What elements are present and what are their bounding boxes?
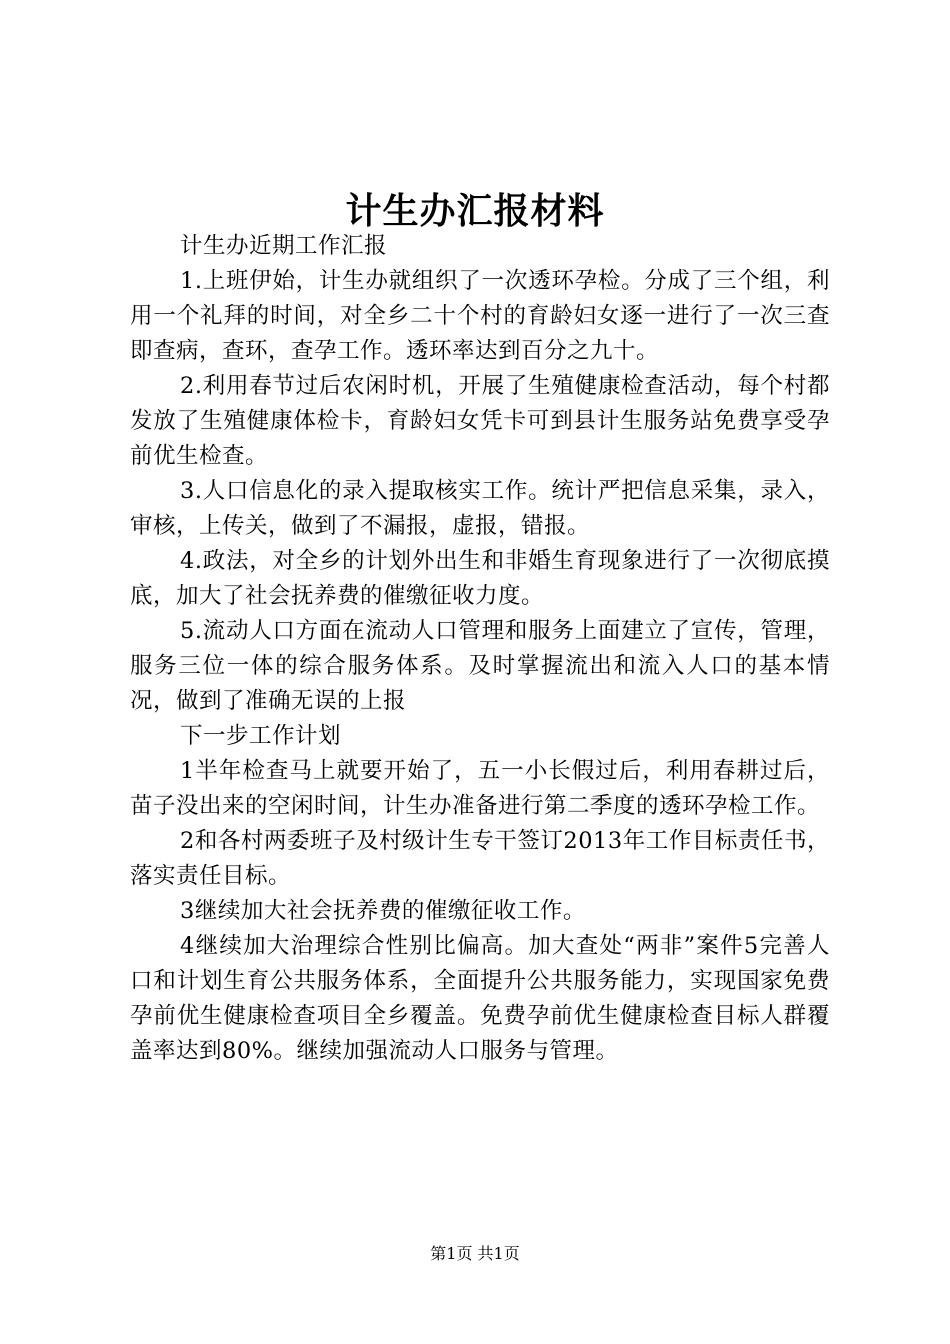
paragraph-item-4: 4.政法，对全乡的计划外出生和非婚生育现象进行了一次彻底摸底，加大了社会抚养费的催缴征收力度。	[130, 548, 830, 609]
paragraph-heading-recent-report: 计生办近期工作汇报	[180, 233, 388, 259]
paragraph-item-1: 1.上班伊始，计生办就组织了一次透环孕检。分成了三个组，利用一个礼拜的时间，对全乡二十个村的育龄妇女逐一进行了一次三查即查病，查环，查孕工作。透环率达到百分之九十。	[130, 268, 830, 364]
document-title: 计生办汇报材料	[345, 190, 605, 232]
paragraph-heading-next-plan: 下一步工作计划	[180, 723, 342, 749]
document-body	[130, 229, 830, 1069]
paragraph-plan-2: 2和各村两委班子及村级计生专干签订2013年工作目标责任书，落实责任目标。	[130, 828, 830, 889]
paragraph-plan-4: 4继续加大治理综合性别比偏高。加大查处“两非”案件5完善人口和计划生育公共服务体系，全面提升公共服务能力，实现国家免费孕前优生健康检查项目全乡覆盖。免费孕前优生健康检查目标人群覆盖率达到80%。继续加强流动人口服务与管理。	[130, 933, 830, 1064]
paragraph-plan-3: 3继续加大社会抚养费的催缴征收工作。	[180, 898, 586, 924]
paragraph-item-3: 3.人口信息化的录入提取核实工作。统计严把信息采集，录入，审核，上传关，做到了不漏报，虚报，错报。	[130, 478, 830, 539]
paragraph-item-5: 5.流动人口方面在流动人口管理和服务上面建立了宣传，管理，服务三位一体的综合服务体系。及时掌握流出和流入人口的基本情况，做到了准确无误的上报	[130, 618, 830, 714]
paragraph-plan-1: 1半年检查马上就要开始了，五一小长假过后，利用春耕过后，苗子没出来的空闲时间，计生办准备进行第二季度的透环孕检工作。	[130, 758, 830, 819]
paragraph-item-2: 2.利用春节过后农闲时机，开展了生殖健康检查活动，每个村都发放了生殖健康体检卡，育龄妇女凭卡可到县计生服务站免费享受孕前优生检查。	[130, 373, 830, 469]
page-footer: 第1页 共1页	[430, 1244, 520, 1263]
